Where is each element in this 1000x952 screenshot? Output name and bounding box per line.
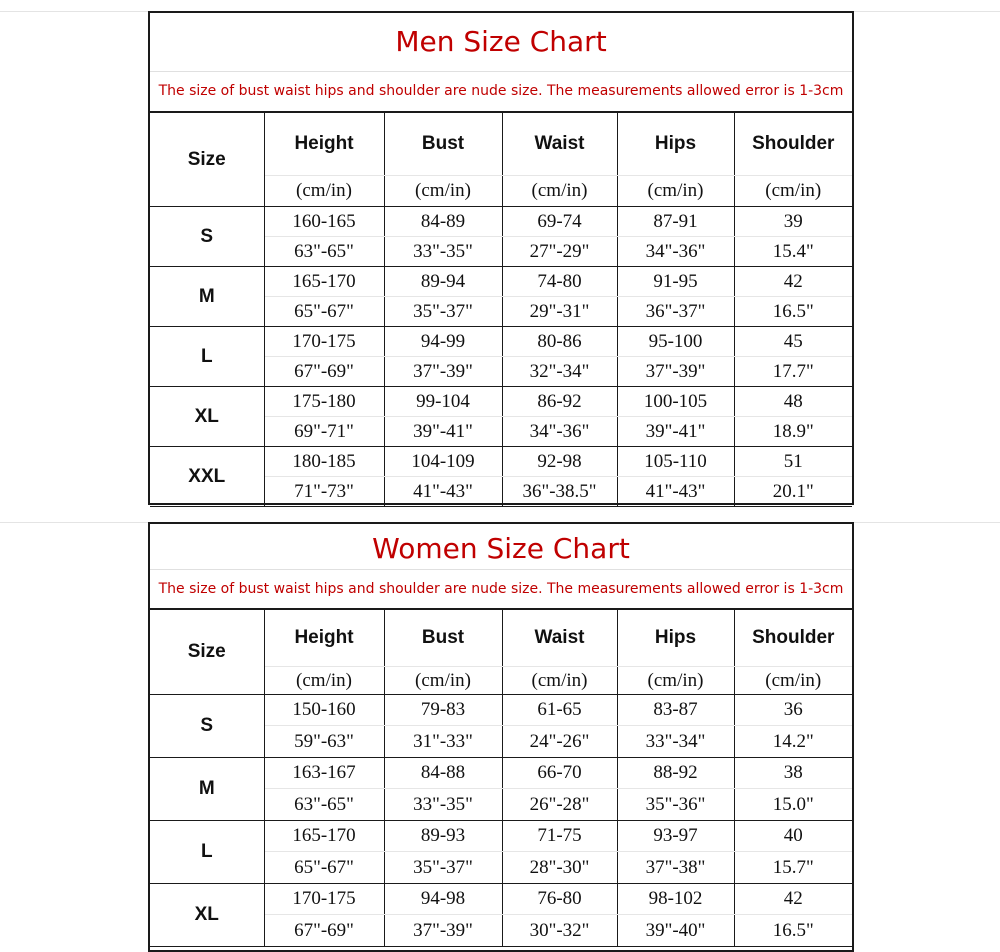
cell-in-shoulder: 16.5" xyxy=(734,297,852,327)
cell-in-waist: 32"-34" xyxy=(502,357,617,387)
table-row-cm xyxy=(150,447,852,477)
cell-in-shoulder: 17.7" xyxy=(734,357,852,387)
cell-cm-height: 163-167 xyxy=(264,758,384,789)
cell-in-shoulder: 16.5" xyxy=(734,915,852,947)
cell-in-height: 65"-67" xyxy=(264,852,384,884)
unit-label: (cm/in) xyxy=(264,176,384,207)
cell-in-height: 67"-69" xyxy=(264,915,384,947)
column-header-hips: Hips xyxy=(617,113,734,176)
cell-in-bust: 35"-37" xyxy=(384,852,502,884)
cell-in-bust: 41"-43" xyxy=(384,477,502,507)
size-column-header: Size xyxy=(150,113,264,207)
cell-in-waist: 29"-31" xyxy=(502,297,617,327)
cell-in-waist: 34"-36" xyxy=(502,417,617,447)
cell-in-bust: 33"-35" xyxy=(384,237,502,267)
cell-cm-hips: 88-92 xyxy=(617,758,734,789)
cell-cm-shoulder: 51 xyxy=(734,447,852,477)
cell-cm-bust: 94-98 xyxy=(384,884,502,915)
cell-cm-hips: 95-100 xyxy=(617,327,734,357)
cell-in-waist: 30"-32" xyxy=(502,915,617,947)
unit-label: (cm/in) xyxy=(734,667,852,695)
cell-in-shoulder: 14.2" xyxy=(734,726,852,758)
cell-in-waist: 28"-30" xyxy=(502,852,617,884)
cell-in-shoulder: 20.1" xyxy=(734,477,852,507)
size-label: XL xyxy=(150,884,264,947)
cell-in-hips: 36"-37" xyxy=(617,297,734,327)
cell-in-hips: 34"-36" xyxy=(617,237,734,267)
cell-in-waist: 26"-28" xyxy=(502,789,617,821)
column-header-hips: Hips xyxy=(617,610,734,667)
unit-label: (cm/in) xyxy=(384,176,502,207)
cell-cm-waist: 80-86 xyxy=(502,327,617,357)
cell-cm-waist: 86-92 xyxy=(502,387,617,417)
table-row-cm xyxy=(150,387,852,417)
cell-cm-hips: 87-91 xyxy=(617,207,734,237)
column-header-bust: Bust xyxy=(384,113,502,176)
size-label: L xyxy=(150,821,264,884)
cell-cm-waist: 76-80 xyxy=(502,884,617,915)
cell-cm-bust: 99-104 xyxy=(384,387,502,417)
cell-in-shoulder: 15.4" xyxy=(734,237,852,267)
cell-in-bust: 31"-33" xyxy=(384,726,502,758)
cell-in-hips: 37"-38" xyxy=(617,852,734,884)
cell-in-shoulder: 18.9" xyxy=(734,417,852,447)
cell-cm-hips: 83-87 xyxy=(617,695,734,726)
cell-in-hips: 35"-36" xyxy=(617,789,734,821)
cell-cm-height: 150-160 xyxy=(264,695,384,726)
table-row-cm xyxy=(150,327,852,357)
chart-note: The size of bust waist hips and shoulder are nude size. The measurements allowed error is 1-3cm xyxy=(150,72,852,113)
cell-cm-waist: 66-70 xyxy=(502,758,617,789)
column-header-bust: Bust xyxy=(384,610,502,667)
cell-cm-waist: 61-65 xyxy=(502,695,617,726)
cell-cm-hips: 100-105 xyxy=(617,387,734,417)
unit-label: (cm/in) xyxy=(502,176,617,207)
column-header-height: Height xyxy=(264,113,384,176)
size-label: XL xyxy=(150,387,264,447)
cell-cm-hips: 91-95 xyxy=(617,267,734,297)
cell-cm-bust: 104-109 xyxy=(384,447,502,477)
cell-in-shoulder: 15.7" xyxy=(734,852,852,884)
cell-cm-shoulder: 39 xyxy=(734,207,852,237)
cell-cm-hips: 105-110 xyxy=(617,447,734,477)
cell-in-height: 65"-67" xyxy=(264,297,384,327)
table-row-cm xyxy=(150,695,852,726)
column-header-waist: Waist xyxy=(502,610,617,667)
cell-in-hips: 39"-40" xyxy=(617,915,734,947)
cell-cm-shoulder: 36 xyxy=(734,695,852,726)
cell-cm-shoulder: 40 xyxy=(734,821,852,852)
cell-in-height: 63"-65" xyxy=(264,237,384,267)
cell-in-bust: 33"-35" xyxy=(384,789,502,821)
chart-title: Men Size Chart xyxy=(150,13,852,72)
size-label: XXL xyxy=(150,447,264,507)
cell-cm-shoulder: 48 xyxy=(734,387,852,417)
cell-cm-bust: 79-83 xyxy=(384,695,502,726)
cell-in-hips: 33"-34" xyxy=(617,726,734,758)
cell-in-hips: 41"-43" xyxy=(617,477,734,507)
column-header-shoulder: Shoulder xyxy=(734,113,852,176)
cell-in-bust: 39"-41" xyxy=(384,417,502,447)
unit-label: (cm/in) xyxy=(384,667,502,695)
cell-in-shoulder: 15.0" xyxy=(734,789,852,821)
table-row-cm xyxy=(150,267,852,297)
cell-cm-waist: 69-74 xyxy=(502,207,617,237)
cell-in-bust: 37"-39" xyxy=(384,357,502,387)
cell-in-waist: 24"-26" xyxy=(502,726,617,758)
cell-in-height: 71"-73" xyxy=(264,477,384,507)
unit-label: (cm/in) xyxy=(617,667,734,695)
cell-cm-bust: 94-99 xyxy=(384,327,502,357)
cell-in-height: 67"-69" xyxy=(264,357,384,387)
cell-cm-waist: 74-80 xyxy=(502,267,617,297)
column-header-shoulder: Shoulder xyxy=(734,610,852,667)
chart-title: Women Size Chart xyxy=(150,524,852,570)
cell-in-height: 69"-71" xyxy=(264,417,384,447)
table-row-cm xyxy=(150,821,852,852)
cell-cm-height: 165-170 xyxy=(264,821,384,852)
cell-in-hips: 37"-39" xyxy=(617,357,734,387)
header-row xyxy=(150,113,852,176)
size-table xyxy=(150,113,852,507)
size-table xyxy=(150,610,852,947)
size-label: S xyxy=(150,695,264,758)
cell-cm-bust: 89-94 xyxy=(384,267,502,297)
unit-label: (cm/in) xyxy=(734,176,852,207)
cell-in-height: 59"-63" xyxy=(264,726,384,758)
women-size-chart xyxy=(148,522,854,952)
size-column-header: Size xyxy=(150,610,264,695)
size-label: L xyxy=(150,327,264,387)
cell-in-bust: 35"-37" xyxy=(384,297,502,327)
cell-cm-shoulder: 45 xyxy=(734,327,852,357)
cell-cm-shoulder: 38 xyxy=(734,758,852,789)
cell-in-bust: 37"-39" xyxy=(384,915,502,947)
table-row-cm xyxy=(150,758,852,789)
unit-label: (cm/in) xyxy=(264,667,384,695)
column-header-height: Height xyxy=(264,610,384,667)
cell-cm-bust: 84-89 xyxy=(384,207,502,237)
cell-in-height: 63"-65" xyxy=(264,789,384,821)
table-row-cm xyxy=(150,884,852,915)
cell-cm-height: 165-170 xyxy=(264,267,384,297)
cell-cm-waist: 92-98 xyxy=(502,447,617,477)
men-size-chart xyxy=(148,11,854,505)
cell-cm-height: 170-175 xyxy=(264,884,384,915)
cell-cm-bust: 84-88 xyxy=(384,758,502,789)
cell-cm-hips: 93-97 xyxy=(617,821,734,852)
header-row xyxy=(150,610,852,667)
column-header-waist: Waist xyxy=(502,113,617,176)
size-label: S xyxy=(150,207,264,267)
cell-cm-height: 180-185 xyxy=(264,447,384,477)
cell-cm-bust: 89-93 xyxy=(384,821,502,852)
cell-cm-shoulder: 42 xyxy=(734,884,852,915)
size-label: M xyxy=(150,758,264,821)
cell-in-waist: 27"-29" xyxy=(502,237,617,267)
chart-note: The size of bust waist hips and shoulder are nude size. The measurements allowed error is 1-3cm xyxy=(150,570,852,610)
unit-label: (cm/in) xyxy=(502,667,617,695)
cell-cm-shoulder: 42 xyxy=(734,267,852,297)
cell-cm-height: 175-180 xyxy=(264,387,384,417)
size-label: M xyxy=(150,267,264,327)
cell-cm-height: 170-175 xyxy=(264,327,384,357)
cell-cm-height: 160-165 xyxy=(264,207,384,237)
cell-in-hips: 39"-41" xyxy=(617,417,734,447)
cell-cm-hips: 98-102 xyxy=(617,884,734,915)
cell-in-waist: 36"-38.5" xyxy=(502,477,617,507)
unit-label: (cm/in) xyxy=(617,176,734,207)
table-row-cm xyxy=(150,207,852,237)
cell-cm-waist: 71-75 xyxy=(502,821,617,852)
